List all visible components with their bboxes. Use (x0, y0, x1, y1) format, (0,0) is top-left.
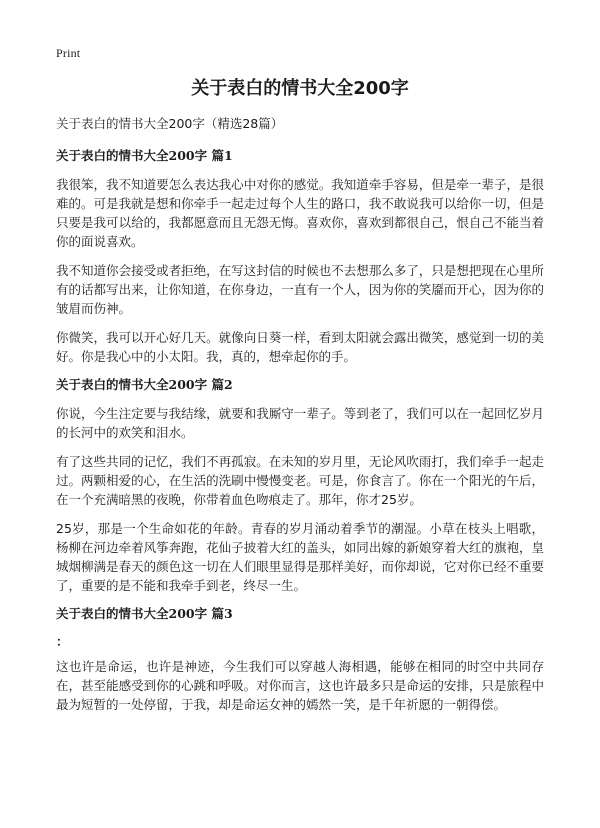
section-heading: 关于表白的情书大全200字 篇2 (56, 377, 233, 392)
section-1 (56, 147, 544, 366)
section-2 (56, 376, 544, 595)
page-title: 关于表白的情书大全200字 (191, 78, 409, 99)
colon-mark: ： (56, 634, 69, 649)
paragraph: 我很笨，我不知道要怎么表达我心中对你的感觉。我知道牵手容易，但是牵一辈子，是很难的。可是我就是想和你牵手一起走过每个人生的路口，我不敢说我可以给你一切，但是只要是我可以给的，我都愿意而且无怨无悔。喜欢你，喜欢到都很自己，恨自己不能当着你的面说喜欢。 (56, 177, 544, 249)
paragraph: 我不知道你会接受或者拒绝，在写这封信的时候也不去想那么多了，只是想把现在心里所有的话都写出来，让你知道，在你身边，一直有一个人，因为你的笑靥而开心，因为你的皱眉而伤神。 (56, 263, 544, 316)
paragraph: 你说，今生注定要与我结缘，就要和我厮守一辈子。等到老了，我们可以在一起回忆岁月的长河中的欢笑和泪水。 (56, 406, 544, 440)
paragraph: 这也许是命运，也许是神迹，今生我们可以穿越人海相遇，能够在相同的时空中共同存在，甚至能感受到你的心跳和呼吸。对你而言，这也许最多只是命运的安排，只是旅程中最为短暂的一处停留，于我，却是命运女神的嫣然一笑，是千年祈愿的一朝得偿。 (56, 659, 544, 712)
section-heading: 关于表白的情书大全200字 篇1 (56, 148, 233, 163)
paragraph: 有了这些共同的记忆，我们不再孤寂。在未知的岁月里，无论风吹雨打，我们牵手一起走过。两颗相爱的心，在生活的洗刷中慢慢变老。可是，你食言了。你在一个阳光的午后，在一个充满暗黑的夜晚，你带着血色吻痕走了。那年，你才25岁。 (56, 454, 544, 507)
paragraph: 25岁，那是一个生命如花的年龄。青春的岁月涌动着季节的潮湿。小草在枝头上唱歌，杨柳在河边牵着风筝奔跑，花仙子披着大红的盖头，如同出嫁的新娘穿着大红的旗袍，皇城烟柳满是春天的颜色这一切在人们眼里显得是那样美好，而你却说，它对你已经不重要了，重要的是不能和我牵手到老，终尽一生。 (56, 521, 544, 593)
intro-line: 关于表白的情书大全200字（精选28篇） (56, 116, 284, 131)
section-3 (56, 605, 544, 714)
print-label: Print (56, 46, 81, 60)
paragraph: 你微笑，我可以开心好几天。就像向日葵一样，看到太阳就会露出微笑，感觉到一切的美好。你是我心中的小太阳。我，真的，想牵起你的手。 (56, 330, 544, 364)
section-heading: 关于表白的情书大全200字 篇3 (56, 606, 233, 621)
